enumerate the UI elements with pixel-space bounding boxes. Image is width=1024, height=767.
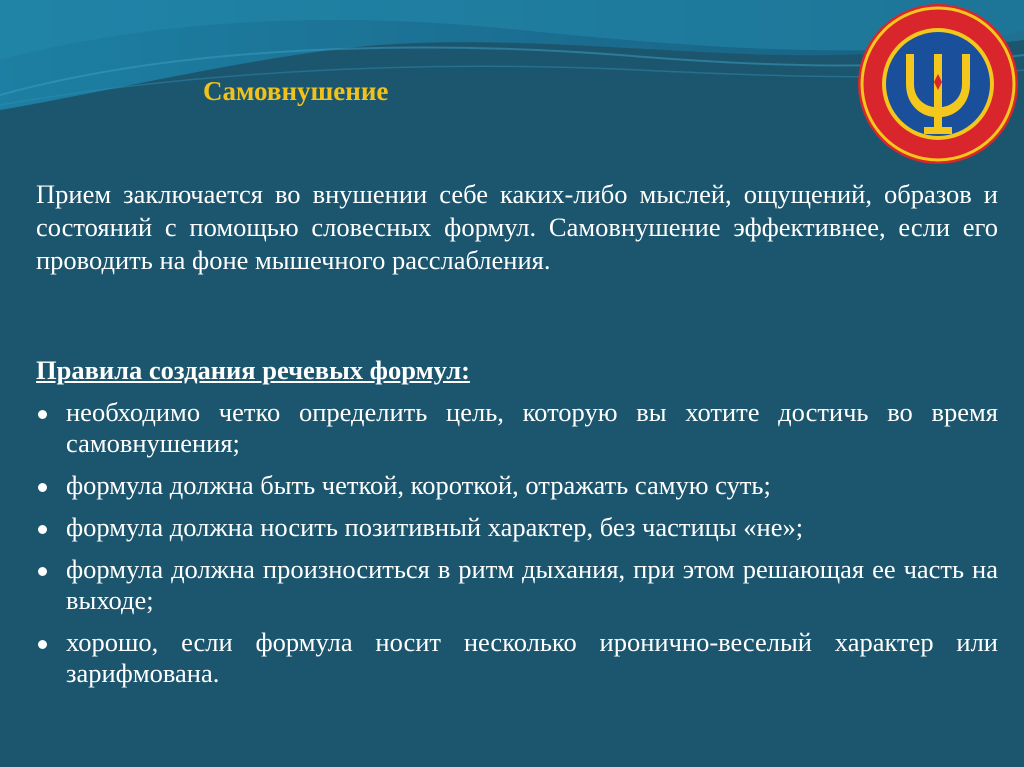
bullet-icon [38, 525, 47, 534]
rules-heading: Правила создания речевых формул: [36, 355, 470, 385]
list-item-text: формула должна носить позитивный характер, без частицы «не»; [66, 512, 804, 542]
list-item-text: формула должна произноситься в ритм дыхания, при этом решающая ее часть на выходе; [66, 554, 998, 615]
list-item [36, 470, 998, 501]
bullet-icon [38, 410, 47, 419]
list-item [36, 627, 998, 689]
rules-list [36, 397, 998, 700]
list-item [36, 554, 998, 616]
intro-paragraph: Прием заключается во внушении себе каких-либо мыслей, ощущений, образов и состояний с помощью словесных формул. Самовнушение эффективнее, если его проводить на фоне мышечного расслабления. [36, 179, 998, 275]
bullet-icon [38, 483, 47, 492]
list-item [36, 512, 998, 543]
page-title: Самовнушение [203, 76, 389, 106]
psi-emblem-icon [856, 2, 1020, 166]
bullet-icon [38, 640, 47, 649]
list-item-text: формула должна быть четкой, короткой, отражать самую суть; [66, 470, 771, 500]
list-item-text: необходимо четко определить цель, которую вы хотите достичь во время самовнушения; [66, 397, 998, 458]
bullet-icon [38, 567, 47, 576]
list-item-text: хорошо, если формула носит несколько иронично-веселый характер или зарифмована. [66, 627, 998, 688]
list-item [36, 397, 998, 459]
